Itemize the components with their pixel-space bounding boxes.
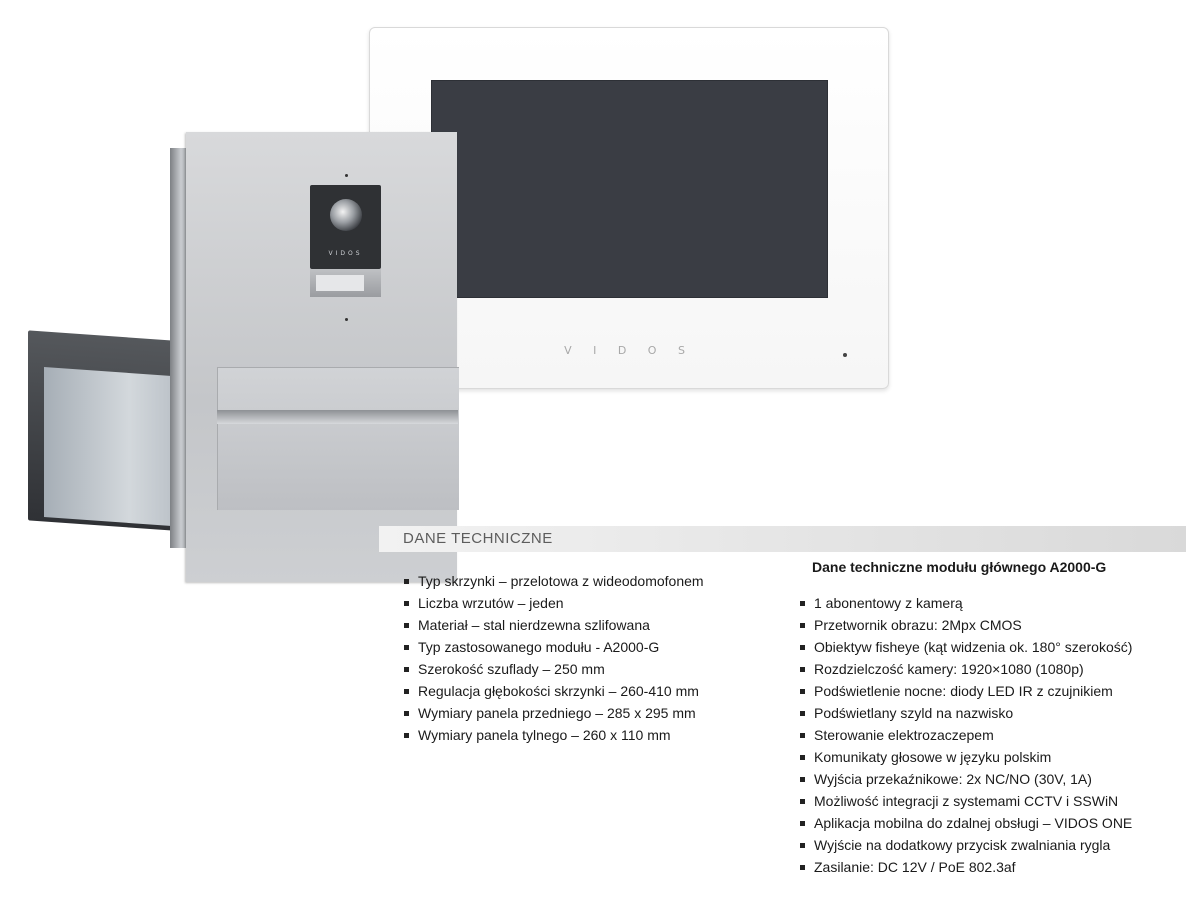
list-item: Wymiary panela tylnego – 260 x 110 mm xyxy=(402,724,704,746)
module-spec-title: Dane techniczne modułu głównego A2000-G xyxy=(812,559,1107,575)
list-item: Podświetlenie nocne: diody LED IR z czujnikiem xyxy=(798,680,1132,702)
list-item: Wymiary panela przedniego – 285 x 295 mm xyxy=(402,702,704,724)
list-item: Materiał – stal nierdzewna szlifowana xyxy=(402,614,704,636)
name-plate xyxy=(310,269,381,297)
list-item: Przetwornik obrazu: 2Mpx CMOS xyxy=(798,614,1132,636)
camera-lens xyxy=(330,199,362,231)
mail-slot xyxy=(217,367,459,510)
list-item: Rozdzielczość kamery: 1920×1080 (1080p) xyxy=(798,658,1132,680)
camera-module xyxy=(310,185,381,269)
list-item: Liczba wrzutów – jeden xyxy=(402,592,704,614)
panel-screw xyxy=(345,174,348,177)
mailbox-spec-list xyxy=(402,570,704,746)
section-title: DANE TECHNICZNE xyxy=(379,526,1186,552)
mail-slot-lip xyxy=(217,410,458,424)
mailbox-rear-inner xyxy=(44,367,186,527)
list-item: Podświetlany szyld na nazwisko xyxy=(798,702,1132,724)
list-item: Wyjście na dodatkowy przycisk zwalniania rygla xyxy=(798,834,1132,856)
monitor-logo: V I D O S xyxy=(564,344,694,357)
list-item: Wyjścia przekaźnikowe: 2x NC/NO (30V, 1A) xyxy=(798,768,1132,790)
list-item: Obiektyw fisheye (kąt widzenia ok. 180° szerokość) xyxy=(798,636,1132,658)
list-item: Typ zastosowanego modułu - A2000-G xyxy=(402,636,704,658)
list-item: Aplikacja mobilna do zdalnej obsługi – VIDOS ONE xyxy=(798,812,1132,834)
list-item: Komunikaty głosowe w języku polskim xyxy=(798,746,1132,768)
mailbox-front-panel xyxy=(186,132,457,582)
list-item: Sterowanie elektrozaczepem xyxy=(798,724,1132,746)
list-item: Szerokość szuflady – 250 mm xyxy=(402,658,704,680)
list-item: Regulacja głębokości skrzynki – 260-410 mm xyxy=(402,680,704,702)
list-item: 1 abonentowy z kamerą xyxy=(798,592,1132,614)
list-item: Zasilanie: DC 12V / PoE 802.3af xyxy=(798,856,1132,878)
monitor-indicator-dot xyxy=(843,353,847,357)
list-item: Możliwość integracji z systemami CCTV i SSWiN xyxy=(798,790,1132,812)
monitor-screen xyxy=(431,80,828,298)
camera-module-logo: VIDOS xyxy=(328,250,363,257)
module-spec-list xyxy=(798,592,1132,878)
list-item: Typ skrzynki – przelotowa z wideodomofonem xyxy=(402,570,704,592)
panel-screw xyxy=(345,318,348,321)
